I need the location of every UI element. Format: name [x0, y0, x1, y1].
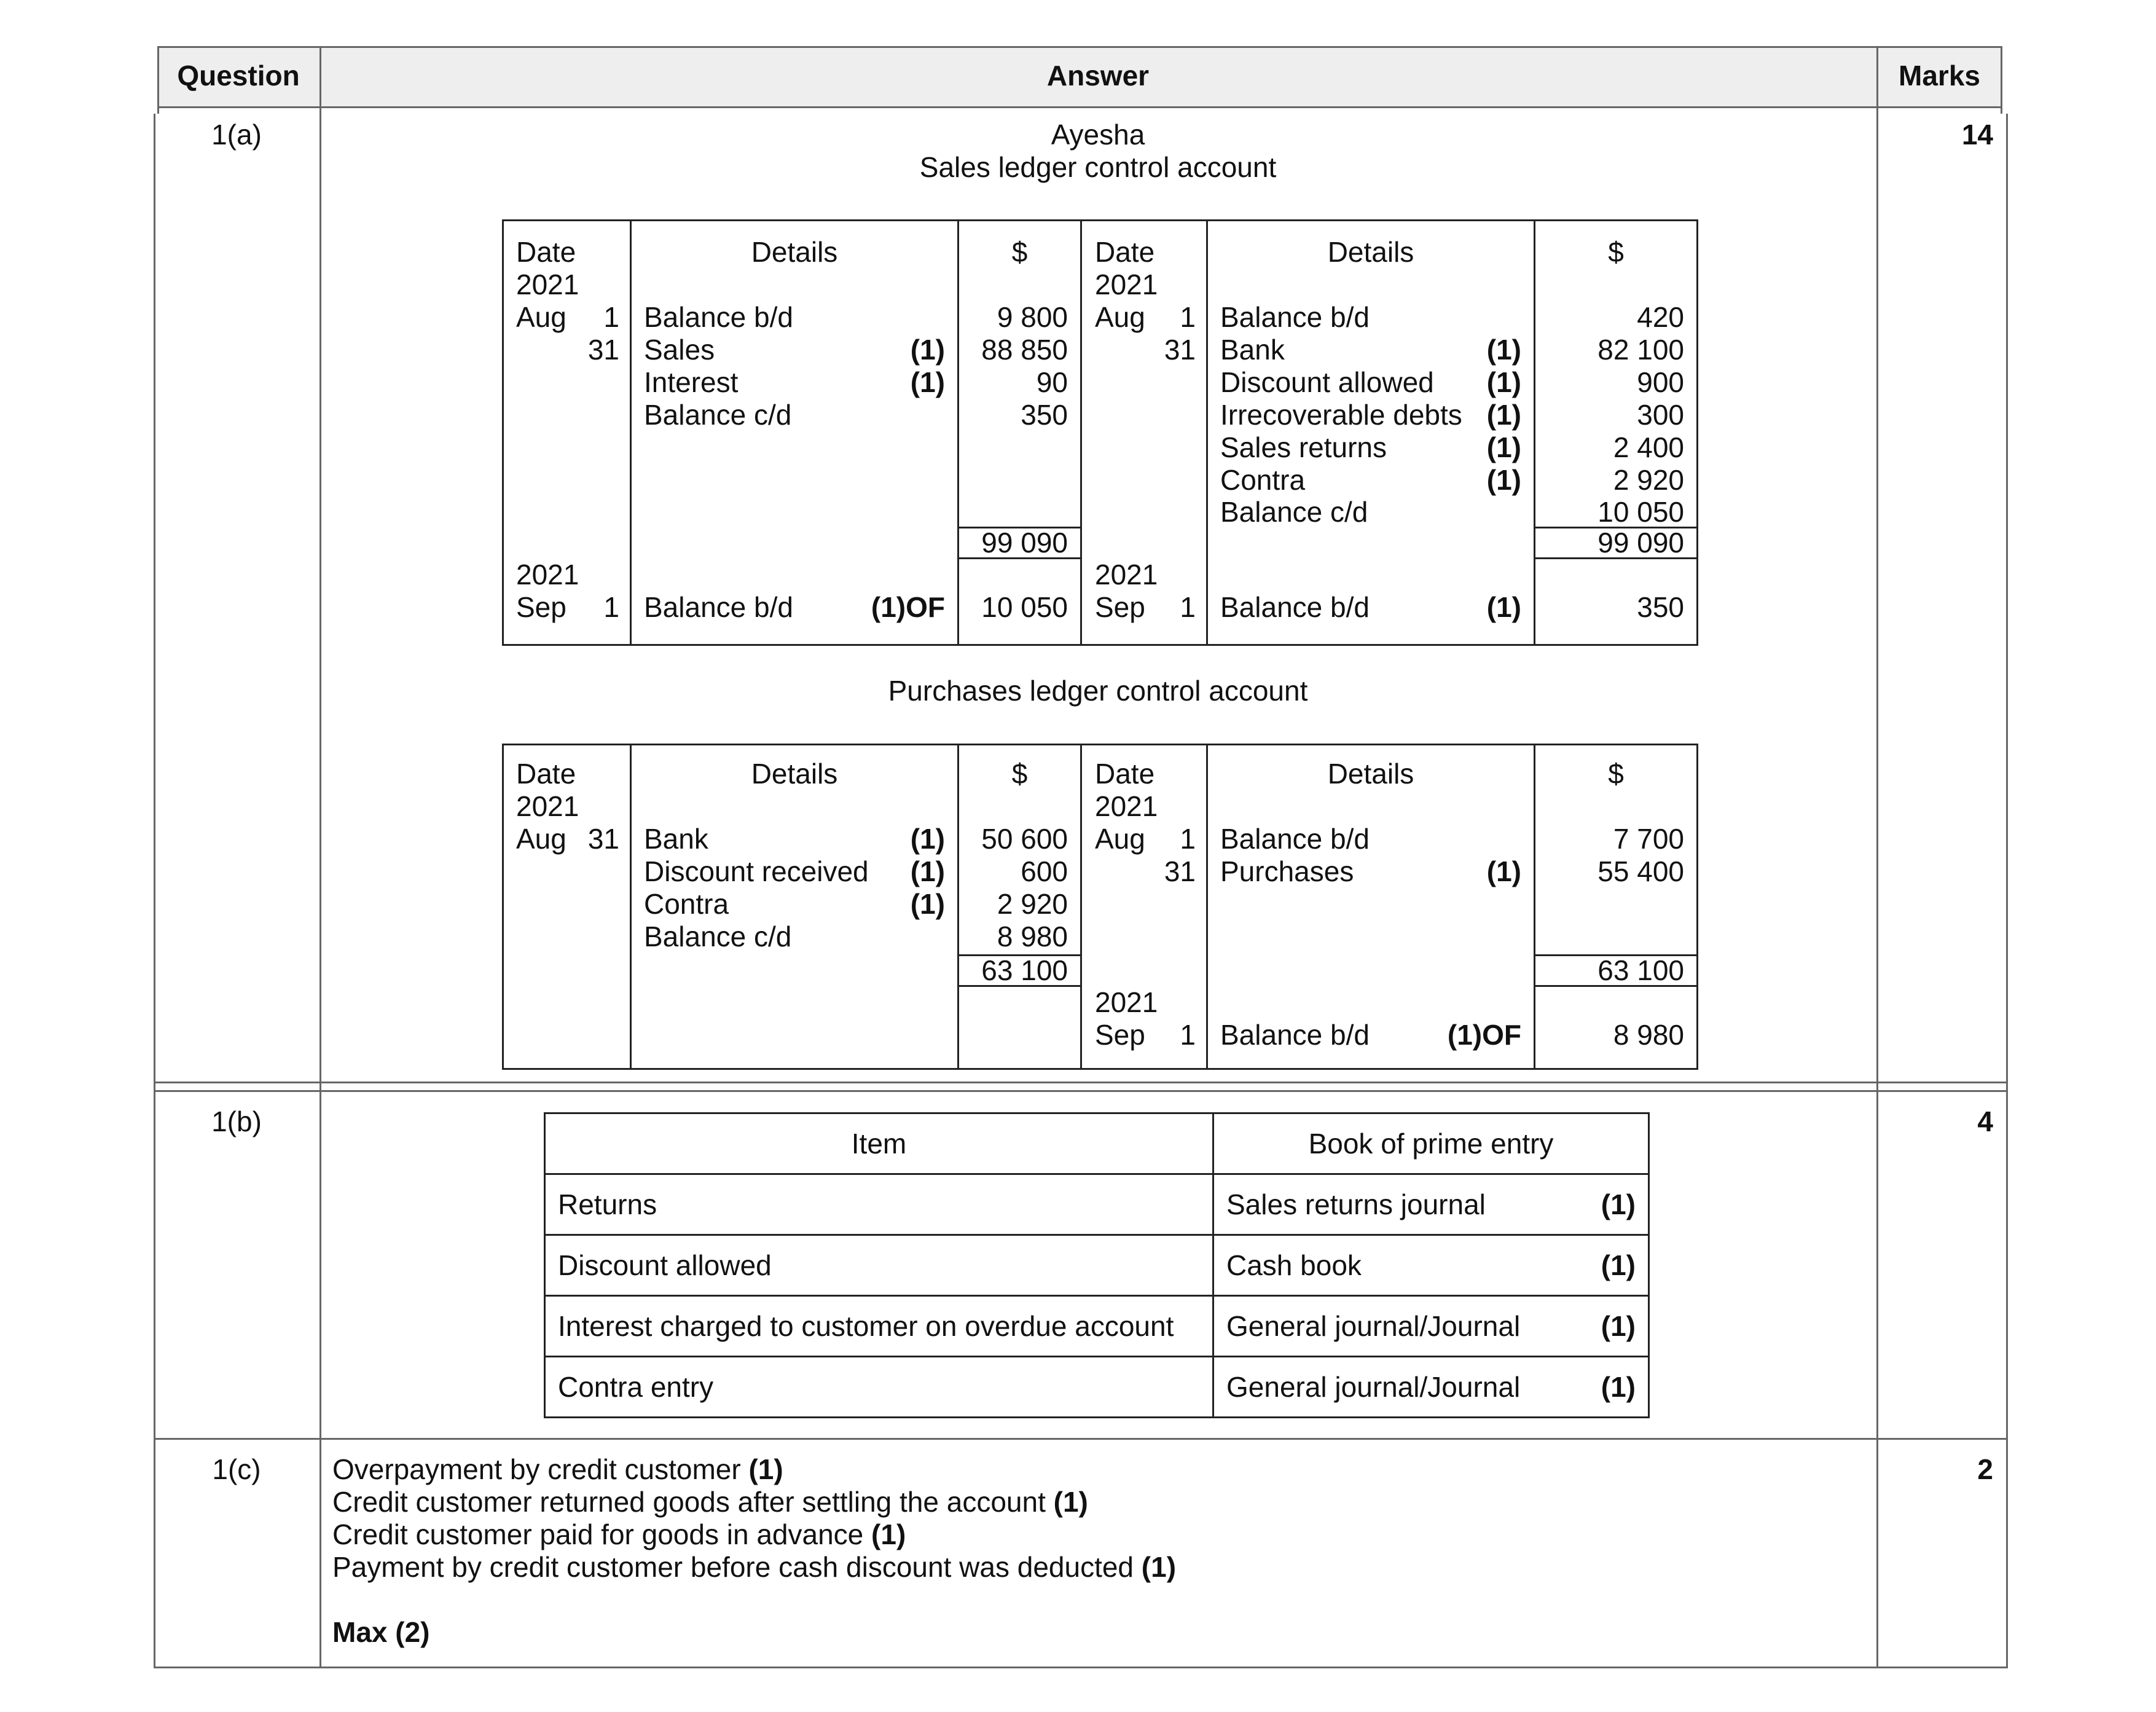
entry-amount: 2 400 [1613, 431, 1684, 463]
marks-value: 2 [1977, 1453, 1993, 1485]
table-row [545, 1296, 1649, 1357]
month: Sep [1095, 591, 1145, 623]
day: 1 [1180, 823, 1196, 855]
total-amount: 63 100 [981, 954, 1068, 986]
item-header: Item [545, 1113, 1213, 1174]
mark: (1) [1601, 1188, 1636, 1220]
entry-amount: 8 980 [1613, 1019, 1684, 1051]
day: 1 [1180, 301, 1196, 333]
month: Aug [516, 301, 566, 333]
answer-line: Credit customer returned goods after settling the account (1) [332, 1486, 1088, 1518]
header-question: Question [177, 60, 300, 92]
entry-details: Discount allowed [1220, 366, 1434, 398]
day: 1 [1180, 1019, 1196, 1051]
entry-amount: 350 [1021, 399, 1068, 431]
amount-header: $ [1608, 236, 1624, 268]
entry-amount: 55 400 [1597, 855, 1684, 887]
day: 1 [603, 301, 619, 333]
item-cell: Contra entry [545, 1357, 1213, 1418]
entry-details: Sales returns [1220, 431, 1387, 463]
entry-details: Balance b/d [1220, 591, 1370, 623]
entry-amount: 10 050 [981, 591, 1068, 623]
table-row [545, 1235, 1649, 1296]
day: 31 [1164, 855, 1196, 887]
entry-details: Irrecoverable debts [1220, 399, 1462, 431]
entry-details: Sales [644, 334, 715, 366]
details-header: Details [1327, 236, 1414, 268]
details-header: Details [751, 758, 838, 790]
month: Aug [1095, 823, 1145, 855]
entry-amount: 82 100 [1597, 334, 1684, 366]
book-header: Book of prime entry [1213, 1113, 1649, 1174]
entry-mark: (1) [1486, 464, 1521, 496]
date-header: Date [1095, 758, 1155, 790]
entry-amount: 90 [1036, 366, 1068, 398]
entry-mark: (1) [1486, 399, 1521, 431]
entry-amount: 420 [1637, 301, 1684, 333]
purchases-ledger-title: Purchases ledger control account [888, 675, 1308, 707]
amount-header: $ [1011, 758, 1028, 790]
table-row [545, 1174, 1649, 1235]
entry-mark: (1) [1486, 431, 1521, 463]
year: 2021 [1095, 559, 1158, 591]
entry-amount: 2 920 [997, 888, 1068, 920]
year: 2021 [516, 790, 579, 822]
entry-mark: (1) [1486, 855, 1521, 887]
entry-details: Balance b/d [1220, 1019, 1370, 1051]
entry-mark: (1) [1486, 366, 1521, 398]
date-header: Date [516, 236, 576, 268]
entry-amount: 50 600 [981, 823, 1068, 855]
entry-details: Balance b/d [644, 301, 793, 333]
total-amount: 63 100 [1597, 954, 1684, 986]
entry-mark: (1)OF [1447, 1019, 1521, 1051]
entry-mark: (1) [910, 855, 945, 887]
prime-entry-table [544, 1112, 1650, 1418]
book-cell: General journal/Journal (1) [1213, 1296, 1649, 1357]
entry-mark: (1) [910, 823, 945, 855]
sales-ledger-title: Sales ledger control account [919, 151, 1277, 183]
mark: (1) [1601, 1371, 1636, 1403]
entry-amount: 9 800 [997, 301, 1068, 333]
entry-details: Purchases [1220, 855, 1354, 887]
sales-ledger-control-account [502, 219, 1698, 646]
question-number: 1(b) [211, 1105, 262, 1137]
date-header: Date [1095, 236, 1155, 268]
day: 31 [1164, 334, 1196, 366]
header-marks: Marks [1899, 60, 1980, 92]
entry-details: Interest [644, 366, 739, 398]
entry-mark: (1) [1486, 334, 1521, 366]
entry-amount: 8 980 [997, 921, 1068, 952]
entry-details: Discount received [644, 855, 869, 887]
entry-amount: 350 [1637, 591, 1684, 623]
day: 31 [587, 334, 619, 366]
entry-details: Contra [1220, 464, 1306, 496]
answer-line: Credit customer paid for goods in advance (1) [332, 1518, 906, 1550]
entry-details: Balance c/d [1220, 496, 1368, 528]
entry-amount: 88 850 [981, 334, 1068, 366]
business-name: Ayesha [1051, 119, 1145, 151]
mark-scheme-table [154, 46, 2008, 1668]
year: 2021 [516, 559, 579, 591]
details-header: Details [751, 236, 838, 268]
item-cell: Returns [545, 1174, 1213, 1235]
entry-amount: 300 [1637, 399, 1684, 431]
month: Sep [1095, 1019, 1145, 1051]
month: Aug [1095, 301, 1145, 333]
answer-line: Overpayment by credit customer (1) [332, 1453, 783, 1485]
year: 2021 [516, 269, 579, 300]
entry-details: Balance b/d [644, 591, 793, 623]
marks-value: 14 [1961, 119, 1993, 151]
month: Aug [516, 823, 566, 855]
entry-mark: (1) [910, 366, 945, 398]
item-cell: Interest charged to customer on overdue account [545, 1296, 1213, 1357]
answer-line: Payment by credit customer before cash discount was deducted (1) [332, 1551, 1177, 1583]
date-header: Date [516, 758, 576, 790]
day: 31 [587, 823, 619, 855]
total-amount: 99 090 [981, 527, 1068, 559]
table-row [545, 1357, 1649, 1418]
entry-mark: (1) [910, 334, 945, 366]
entry-amount: 600 [1021, 855, 1068, 887]
marks-value: 4 [1977, 1105, 1993, 1137]
entry-amount: 7 700 [1613, 823, 1684, 855]
table-header-row [545, 1113, 1649, 1174]
entry-amount: 10 050 [1597, 496, 1684, 528]
question-number: 1(a) [211, 119, 262, 151]
entry-details: Contra [644, 888, 729, 920]
book-cell: General journal/Journal (1) [1213, 1357, 1649, 1418]
entry-details: Balance b/d [1220, 301, 1370, 333]
max-marks: Max (2) [332, 1616, 430, 1648]
purchases-ledger-control-account [502, 744, 1698, 1070]
mark: (1) [1601, 1249, 1636, 1281]
entry-details: Balance c/d [644, 399, 792, 431]
amount-header: $ [1011, 236, 1028, 268]
header-answer: Answer [1046, 60, 1150, 92]
month: Sep [516, 591, 566, 623]
entry-details: Balance c/d [644, 921, 792, 952]
year: 2021 [1095, 269, 1158, 300]
item-cell: Discount allowed [545, 1235, 1213, 1296]
mark: (1) [1601, 1310, 1636, 1342]
book-cell: Cash book (1) [1213, 1235, 1649, 1296]
entry-mark: (1) [910, 888, 945, 920]
year: 2021 [1095, 986, 1158, 1018]
day: 1 [603, 591, 619, 623]
entry-details: Bank [644, 823, 708, 855]
book-cell: Sales returns journal (1) [1213, 1174, 1649, 1235]
entry-details: Bank [1220, 334, 1285, 366]
entry-mark: (1) [1486, 591, 1521, 623]
entry-amount: 2 920 [1613, 464, 1684, 496]
question-number: 1(c) [212, 1453, 261, 1485]
entry-amount: 900 [1637, 366, 1684, 398]
day: 1 [1180, 591, 1196, 623]
entry-details: Balance b/d [1220, 823, 1370, 855]
entry-mark: (1)OF [871, 591, 945, 623]
total-amount: 99 090 [1597, 527, 1684, 559]
amount-header: $ [1608, 758, 1624, 790]
year: 2021 [1095, 790, 1158, 822]
details-header: Details [1327, 758, 1414, 790]
